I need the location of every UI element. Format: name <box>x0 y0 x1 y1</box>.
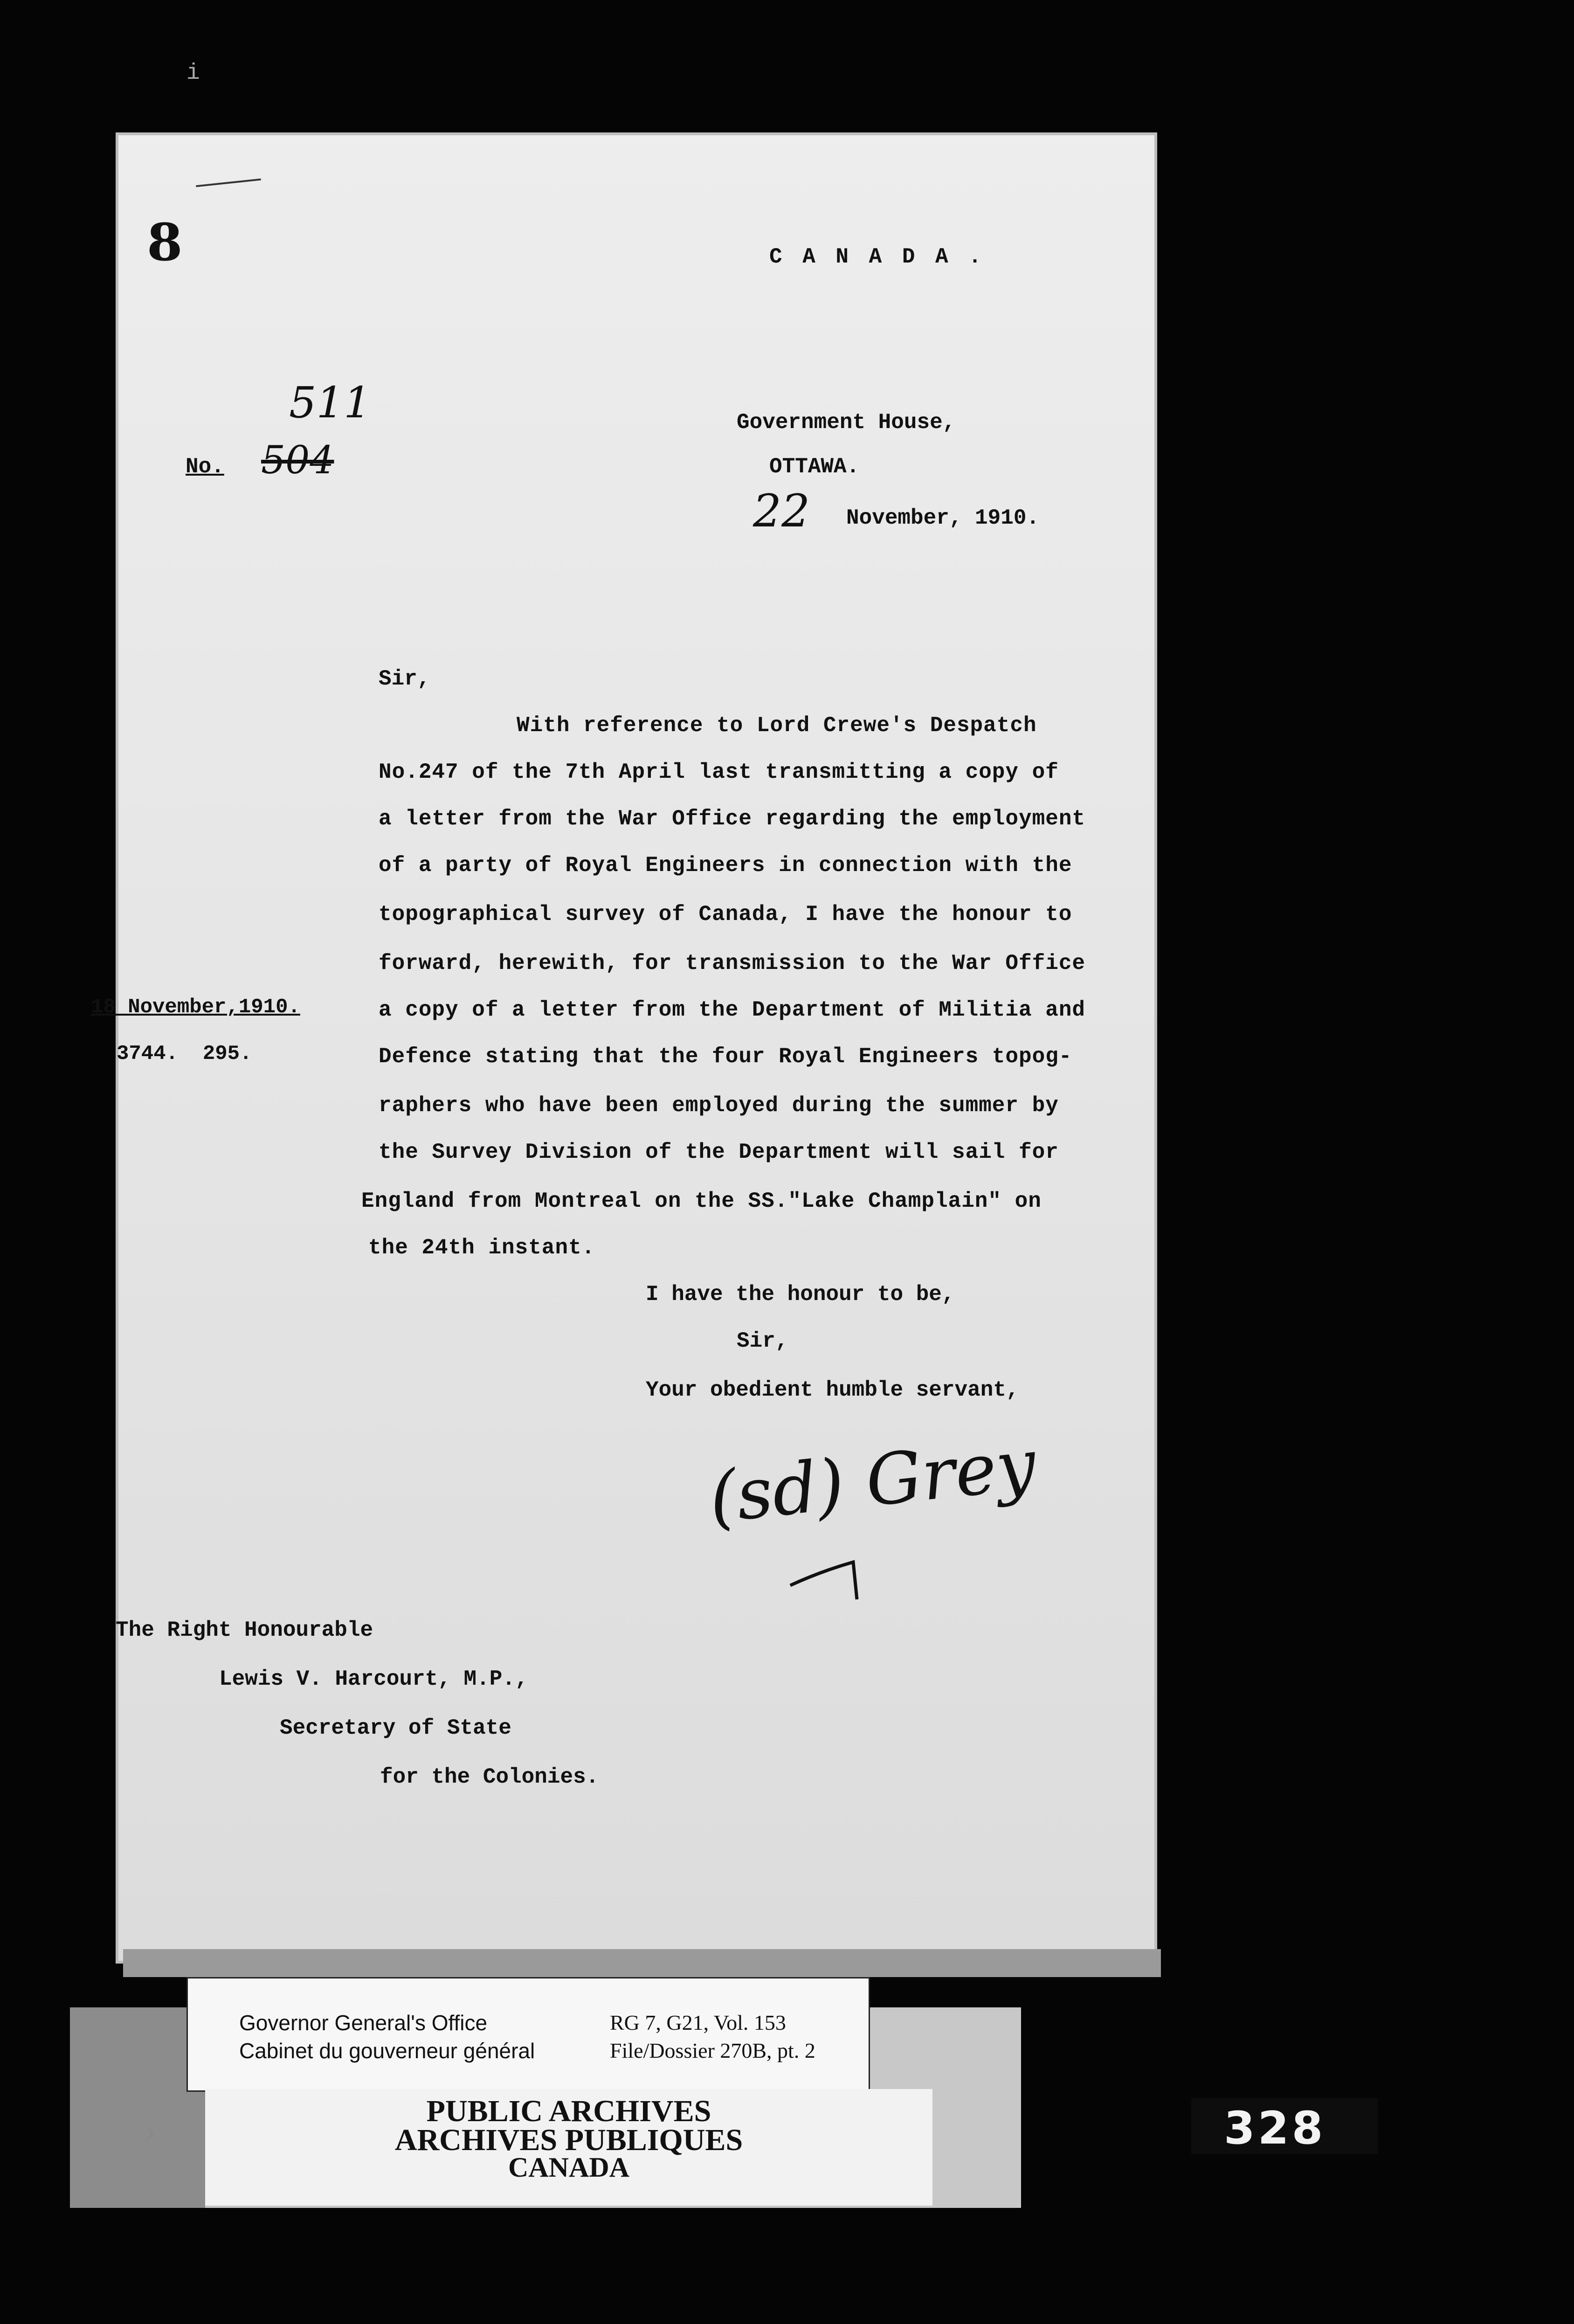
addressee-line: The Right Honourable <box>116 1618 373 1642</box>
body-line: forward, herewith, for transmission to the War Office <box>379 951 1086 975</box>
page-marker: 8 <box>147 212 183 272</box>
stamp-line-1: PUBLIC ARCHIVES <box>426 2094 711 2128</box>
city-name: OTTAWA. <box>769 455 860 479</box>
handwritten-day: 22 <box>753 485 810 537</box>
corner-tick-mark: i <box>186 61 200 86</box>
salutation: Sir, <box>379 667 430 691</box>
frame-number-box <box>1191 2098 1378 2154</box>
body-line: Defence stating that the four Royal Engineers topog- <box>379 1044 1072 1069</box>
body-line: a copy of a letter from the Department of Militia and <box>379 998 1086 1022</box>
stamp-line-2: ARCHIVES PUBLIQUES <box>394 2123 743 2157</box>
archive-reference-label <box>186 1977 870 2092</box>
margin-reference: 3744. 295. <box>117 1042 252 1065</box>
body-line: the 24th instant. <box>368 1236 595 1260</box>
page-bottom-edge <box>123 1949 1161 1977</box>
body-line: raphers who have been employed during the summer by <box>379 1093 1059 1118</box>
body-line: With reference to Lord Crewe's Despatch <box>517 713 1037 738</box>
stamp-line-3: CANADA <box>508 2152 629 2183</box>
signature-flourish <box>788 1553 872 1609</box>
handwritten-number: 511 <box>289 378 371 428</box>
addressee-line: Secretary of State <box>280 1716 511 1740</box>
reference-line-2: File/Dossier 270B, pt. 2 <box>610 2039 815 2062</box>
addressee-line: Lewis V. Harcourt, M.P., <box>219 1667 528 1691</box>
pencil-mark: › <box>145 2117 156 2150</box>
body-line: No.247 of the 7th April last transmitting a copy of <box>379 760 1059 784</box>
struck-number: 504 <box>261 438 334 483</box>
addressee-line: for the Colonies. <box>380 1765 599 1789</box>
closing-sir: Sir, <box>737 1329 788 1353</box>
reference-line-1: RG 7, G21, Vol. 153 <box>610 2011 786 2034</box>
number-label: No. <box>186 455 224 479</box>
closing-servant: Your obedient humble servant, <box>646 1378 1019 1402</box>
office-english: Governor General's Office <box>239 2011 488 2035</box>
archive-strip-shadow <box>70 2007 205 2208</box>
body-line: England from Montreal on the SS."Lake Champlain" on <box>361 1189 1042 1213</box>
body-line: of a party of Royal Engineers in connection with the <box>379 853 1072 878</box>
body-line: topographical survey of Canada, I have the honour to <box>379 902 1072 927</box>
letter-date: November, 1910. <box>846 506 1040 530</box>
frame-number: 328 <box>1224 2102 1326 2154</box>
margin-date: 18 November,1910. <box>91 996 300 1019</box>
country-heading: C A N A D A . <box>769 245 985 269</box>
archive-stamp <box>205 2089 932 2206</box>
closing-line: I have the honour to be, <box>646 1282 955 1307</box>
body-line: a letter from the War Office regarding the employment <box>379 807 1086 831</box>
body-line: the Survey Division of the Department will sail for <box>379 1140 1059 1164</box>
office-name: Government House, <box>737 410 956 435</box>
office-french: Cabinet du gouverneur général <box>239 2039 535 2063</box>
signature: (sd) Grey <box>705 1424 1040 1539</box>
